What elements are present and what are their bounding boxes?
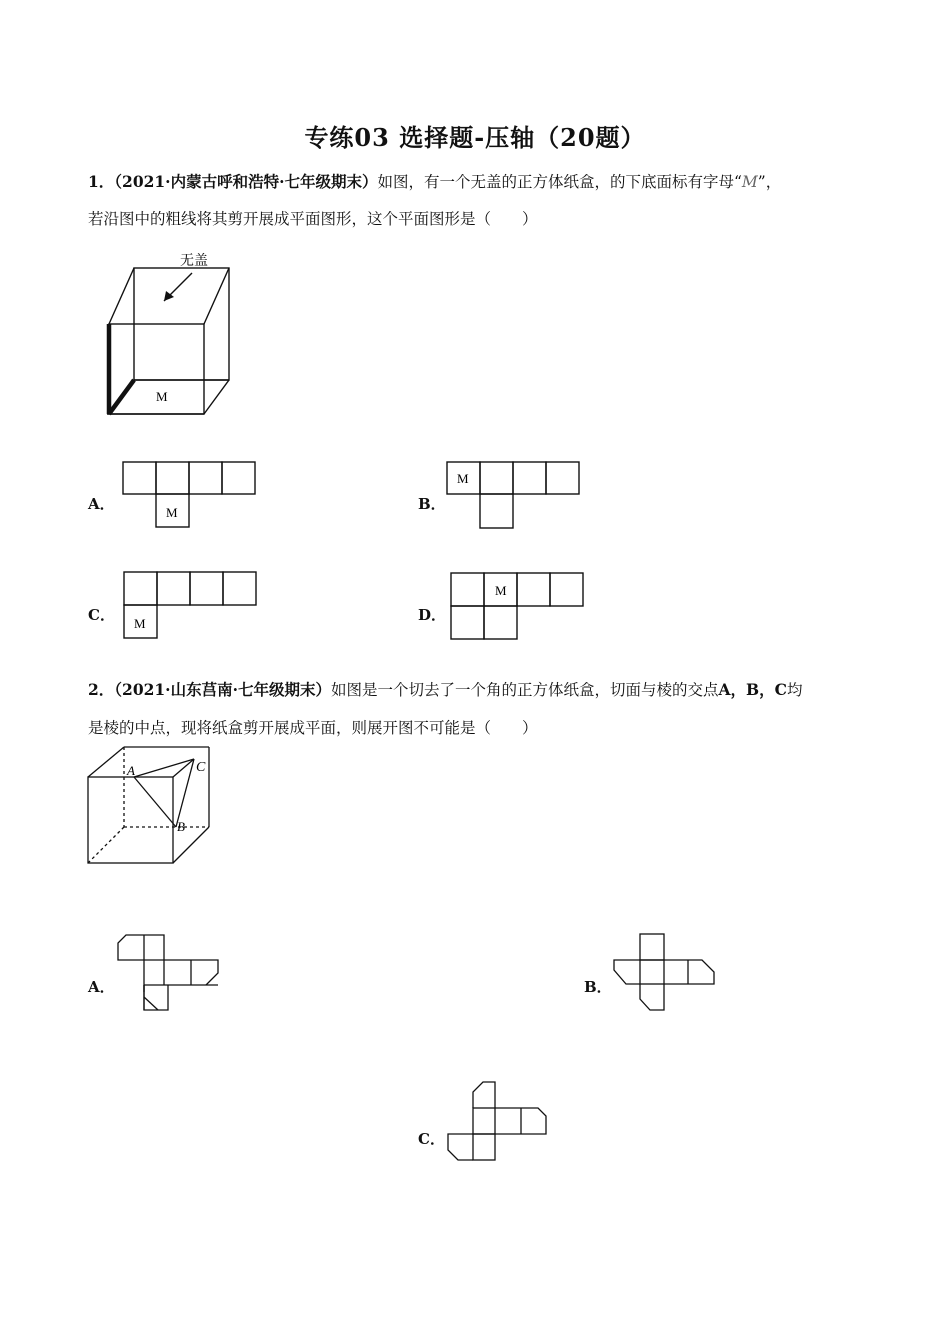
question-1-letter: M xyxy=(741,173,758,191)
q1-d-cell-label: M xyxy=(495,583,507,598)
question-2-text-end: 均 xyxy=(786,681,803,699)
q2-option-a-label[interactable]: A． xyxy=(88,978,115,996)
no-lid-label: 无盖 xyxy=(180,253,208,269)
question-2-text: 如图是一个切去了一个角的正方体纸盒，切面与棱的交点 xyxy=(330,681,719,699)
point-c-label: C xyxy=(196,760,206,775)
point-a-label: A xyxy=(127,763,135,778)
question-2-points: A，B，C xyxy=(718,680,787,699)
question-2-line-1 xyxy=(88,678,802,700)
page-title: 专练03 选择题-压轴（20题） xyxy=(304,123,646,152)
question-1-text-end: ”， xyxy=(757,173,782,191)
question-1-number: 1． xyxy=(88,172,115,191)
q2-option-a-net[interactable] xyxy=(116,935,226,1015)
q2-option-c-net[interactable] xyxy=(446,1082,556,1164)
point-b-label: B xyxy=(177,819,185,834)
question-1-source: （2021·内蒙古呼和浩特·七年级期末） xyxy=(114,172,378,191)
q1-option-c-net[interactable] xyxy=(124,572,264,642)
q1-option-a-net[interactable] xyxy=(123,462,263,532)
question-2-source: （2021·山东莒南·七年级期末） xyxy=(114,680,331,699)
q1-option-b-label[interactable]: B． xyxy=(418,495,446,513)
cut-edge xyxy=(109,380,134,414)
question-2-number: 2． xyxy=(88,680,115,699)
q1-option-d-net[interactable] xyxy=(451,573,591,643)
q2-option-b-net[interactable] xyxy=(612,934,722,1014)
q1-a-cell-label: M xyxy=(166,505,178,520)
question-2-line-2: 是棱的中点，现将纸盒剪开展成平面，则展开图不可能是（ ） xyxy=(88,719,538,737)
q2-option-c-label[interactable]: C． xyxy=(418,1130,445,1148)
q1-option-b-net[interactable] xyxy=(447,462,587,532)
q2-option-b-label[interactable]: B． xyxy=(584,978,612,996)
q1-b-cell-label: M xyxy=(457,471,469,486)
question-1-line-2: 若沿图中的粗线将其剪开展成平面图形，这个平面图形是（ ） xyxy=(88,210,538,228)
q1-c-cell-label: M xyxy=(134,616,146,631)
q1-option-c-label[interactable]: C． xyxy=(88,606,115,624)
question-1-text: 如图，有一个无盖的正方体纸盒，的下底面标有字母“ xyxy=(377,173,742,191)
q1-option-a-label[interactable]: A． xyxy=(88,495,115,513)
question-2-cube-figure xyxy=(86,745,226,870)
question-1-cube-figure xyxy=(100,245,250,420)
question-1-line-1 xyxy=(88,170,781,192)
bottom-face-label: M xyxy=(156,389,168,404)
q1-option-d-label[interactable]: D． xyxy=(418,606,447,624)
